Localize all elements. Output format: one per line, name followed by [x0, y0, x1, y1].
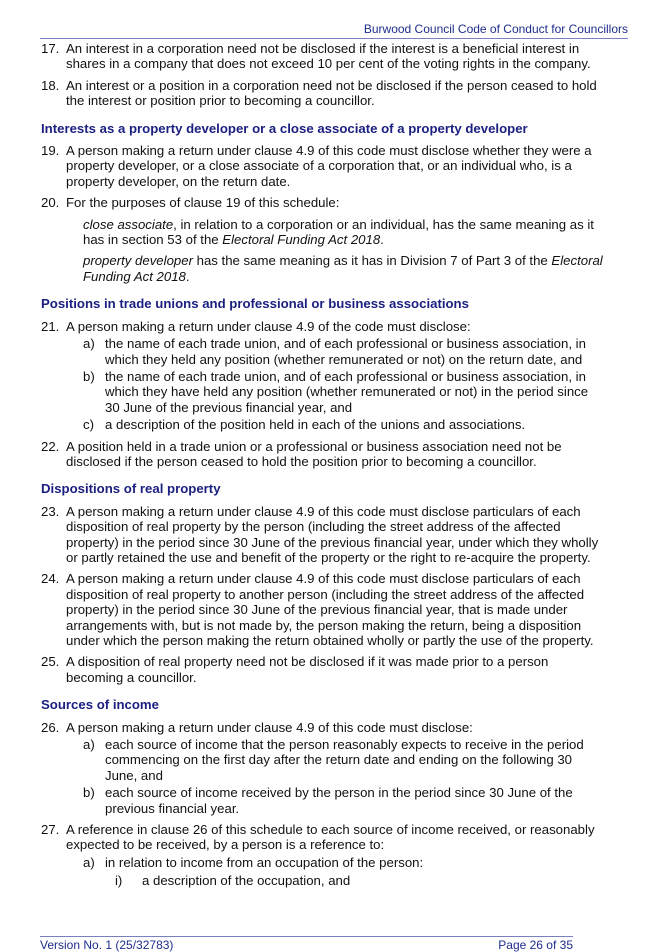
clause-number: 18.: [41, 77, 60, 93]
act-title: Electoral Funding Act 2018: [83, 253, 603, 284]
section-heading-sources-of-income: Sources of income: [41, 697, 159, 713]
subclause-label: a): [83, 336, 95, 352]
clause-number: 20.: [41, 195, 60, 211]
subclause-27a: [41, 855, 606, 870]
act-title: Electoral Funding Act 2018: [222, 232, 381, 248]
clause-number: 26.: [41, 719, 60, 735]
subclause-label: a): [83, 737, 95, 753]
section-heading-property-developer: Interests as a property developer or a close associate of a property developer: [41, 120, 528, 136]
clause-20: [41, 195, 606, 210]
clause-text: A position held in a trade union or a professional or business association need not be disclosed if the person ceased to hold the position prior to becoming a councillor.: [66, 438, 562, 469]
definition-property-developer: [41, 253, 606, 284]
clause-number: 23.: [41, 503, 60, 519]
clause-text: An interest in a corporation need not be disclosed if the interest is a beneficial interest in shares in a company that does not exceed 10 per cent of the voting rights in the company.: [66, 41, 591, 72]
clause-number: 24.: [41, 571, 60, 587]
clause-19: [41, 143, 606, 189]
clause-21: [41, 319, 606, 334]
clause-number: 19.: [41, 143, 60, 159]
subclause-27a-i: [41, 873, 606, 888]
clause-23: [41, 504, 606, 566]
clause-text: A disposition of real property need not be disclosed if it was made prior to a person becoming a councillor.: [66, 654, 549, 685]
subclause-text: a description of the position held in each of the unions and associations.: [105, 417, 526, 433]
clause-text: A person making a return under clause 4.9 of this code must disclose particulars of each disposition of real property by the person (including the street address of the affected property) in the period since 30 June of the previous financial year, under which they wholly or partly retained the use and benefit of the property or the right to re-acquire the property.: [66, 503, 599, 565]
subclause-21a: [41, 336, 606, 367]
clause-text: For the purposes of clause 19 of this schedule:: [66, 195, 340, 211]
defined-term: property developer: [83, 253, 193, 269]
clause-number: 27.: [41, 822, 60, 838]
clause-number: 21.: [41, 318, 60, 334]
subclause-label: b): [83, 368, 95, 384]
clause-text: A person making a return under clause 4.9 of this code must disclose particulars of each disposition of real property to another person (including the street address of the affected property) in the period since 30 June of the previous financial year, that is made under arrangements with, but is not made by, the person making the return, being a disposition under which the person making the return obtained wholly or partly the use of the property.: [66, 571, 594, 648]
subclause-label: b): [83, 785, 95, 801]
definition-end: .: [380, 232, 384, 248]
subclause-21c: [41, 417, 606, 432]
subclause-text: in relation to income from an occupation of the person:: [105, 854, 424, 870]
subclause-text: the name of each trade union, and of each professional or business association, in which they have held any position (whether remunerated or not) in the period since 30 June of the previous financial year, and: [105, 368, 589, 415]
section-heading-dispositions: Dispositions of real property: [41, 481, 221, 497]
definition-text: has the same meaning as it has in Division 7 of Part 3 of the: [192, 253, 552, 269]
subclause-label: a): [83, 854, 95, 870]
page-number: Page 26 of 35: [498, 938, 573, 952]
subclause-26a: [41, 737, 606, 783]
clause-number: 25.: [41, 654, 60, 670]
defined-term: close associate: [83, 216, 174, 232]
clause-17: [41, 41, 606, 72]
clause-text: A person making a return under clause 4.9 of this code must disclose whether they were a property developer, or a close associate of a corporation that, or an individual who, is a property developer, on the return date.: [66, 143, 592, 189]
document-body: [41, 41, 606, 889]
clause-number: 17.: [41, 41, 60, 56]
clause-22: [41, 439, 606, 470]
clause-18: [41, 78, 606, 109]
subclause-text: each source of income that the person reasonably expects to receive in the period commencing on the first day after the return date and ending on the following 30 June, and: [105, 737, 584, 783]
clause-24: [41, 571, 606, 648]
running-header: Burwood Council Code of Conduct for Councillors: [40, 22, 628, 39]
clause-27: [41, 822, 606, 853]
clause-26: [41, 720, 606, 735]
subclause-26b: [41, 785, 606, 816]
version-number: Version No. 1 (25/32783): [40, 938, 174, 952]
definition-close-associate: [41, 217, 606, 248]
clause-text: A person making a return under clause 4.9 of the code must disclose:: [66, 318, 471, 334]
subclause-text: the name of each trade union, and of each professional or business association, in which they held any position (whether remunerated or not) on the return date, and: [105, 336, 586, 367]
subclause-label: i): [115, 873, 123, 889]
clause-25: [41, 654, 606, 685]
subclause-text: a description of the occupation, and: [142, 873, 351, 889]
clause-number: 22.: [41, 438, 60, 454]
clause-text: An interest or a position in a corporation need not be disclosed if the person ceased to hold the interest or position prior to becoming a councillor.: [66, 77, 597, 109]
subclause-text: each source of income received by the person in the period since 30 June of the previous financial year.: [105, 785, 573, 816]
clause-text: A person making a return under clause 4.9 of this code must disclose:: [66, 719, 473, 735]
subclause-21b: [41, 369, 606, 415]
definition-text: , in relation to a corporation or an individual, has the same meaning as it has in section 53 of the: [83, 216, 594, 248]
clause-text: A reference in clause 26 of this schedule to each source of income received, or reasonably expected to be received, by a person is a reference to:: [66, 822, 595, 853]
definition-end: .: [185, 268, 190, 284]
subclause-label: c): [83, 417, 94, 433]
section-heading-trade-unions: Positions in trade unions and professional or business associations: [41, 296, 469, 312]
